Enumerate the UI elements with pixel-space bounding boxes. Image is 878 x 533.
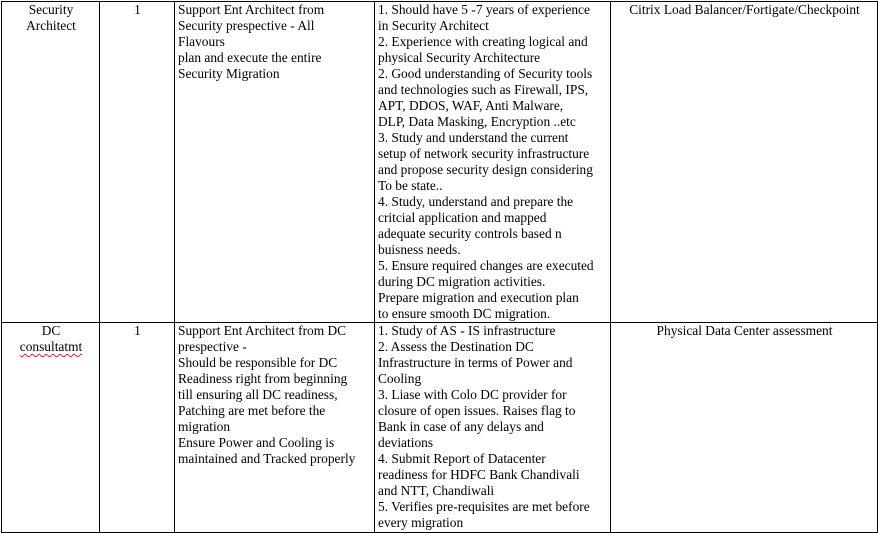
scope-line: Support Ent Architect from (178, 2, 325, 17)
scope-line: Patching are met before the (178, 403, 326, 418)
experience-line: 4. Study, understand and prepare the (378, 194, 574, 209)
table-row (2, 323, 878, 533)
experience-line: 3. Study and understand the current (378, 130, 569, 145)
experience-line: setup of network security infrastructure (378, 146, 590, 161)
experience-line: critcial application and mapped (378, 210, 547, 225)
experience-line: and propose security design considering (378, 162, 593, 177)
scope-cell (175, 323, 375, 533)
experience-line: Infrastructure in terms of Power and (378, 355, 573, 370)
role-text: DC (41, 323, 61, 338)
experience-line: Cooling (378, 371, 422, 386)
experience-line: and technologies such as Firewall, IPS, (378, 82, 589, 97)
role-text: Security (28, 2, 74, 17)
scope-line: Should be responsible for DC (178, 355, 338, 370)
experience-line: Prepare migration and execution plan (378, 290, 579, 305)
experience-line: during DC migration activities. (378, 274, 546, 289)
experience-line: APT, DDOS, WAF, Anti Malware, (378, 98, 564, 113)
experience-line: to ensure smooth DC migration. (378, 306, 551, 321)
experience-line: 5. Ensure required changes are executed (378, 258, 594, 273)
role-text: consultatmt (19, 339, 83, 354)
scope-line: plan and execute the entire (178, 50, 322, 65)
experience-line: closure of open issues. Raises flag to (378, 403, 576, 418)
experience-line: every migration (378, 515, 464, 530)
experience-line: Bank in case of any delays and (378, 419, 544, 434)
experience-line: 3. Liase with Colo DC provider for (378, 387, 567, 402)
experience-line: To be state.. (378, 178, 443, 193)
experience-line: readiness for HDFC Bank Chandivali (378, 467, 580, 482)
experience-line: DLP, Data Masking, Encryption ..etc (378, 114, 576, 129)
requirements-table (1, 1, 878, 533)
experience-cell (375, 323, 611, 533)
experience-line: and NTT, Chandiwali (378, 483, 495, 498)
tools-text: Citrix Load Balancer/Fortigate/Checkpoint (629, 2, 860, 17)
count-cell (100, 2, 175, 323)
tools-cell (611, 323, 878, 533)
experience-line: 1. Study of AS - IS infrastructure (378, 323, 556, 338)
count-cell (100, 323, 175, 533)
experience-line: buisness needs. (378, 242, 461, 257)
experience-line: 1. Should have 5 -7 years of experience (378, 2, 590, 17)
role-cell (2, 2, 100, 323)
tools-text: Physical Data Center assessment (656, 323, 833, 338)
experience-line: deviations (378, 435, 434, 450)
scope-line: migration (178, 419, 231, 434)
scope-line: Flavours (178, 34, 225, 49)
experience-line: in Security Architect (378, 18, 489, 33)
scope-line: Support Ent Architect from DC (178, 323, 347, 338)
role-cell (2, 323, 100, 533)
table-row (2, 2, 878, 323)
role-text: Architect (26, 18, 76, 33)
experience-line: 2. Assess the Destination DC (378, 339, 534, 354)
scope-line: prespective - (178, 339, 247, 354)
count-text: 1 (134, 2, 141, 17)
scope-line: Ensure Power and Cooling is (178, 435, 335, 450)
experience-line: 2. Good understanding of Security tools (378, 66, 593, 81)
experience-line: adequate security controls based n (378, 226, 562, 241)
experience-line: 5. Verifies pre-requisites are met before (378, 499, 590, 514)
scope-line: maintained and Tracked properly (178, 451, 356, 466)
tools-cell (611, 2, 878, 323)
scope-line: Security prespective - All (178, 18, 315, 33)
experience-line: 2. Experience with creating logical and (378, 34, 588, 49)
count-text: 1 (134, 323, 141, 338)
experience-cell (375, 2, 611, 323)
scope-line: Security Migration (178, 66, 280, 81)
scope-cell (175, 2, 375, 323)
scope-line: till ensuring all DC readiness, (178, 387, 338, 402)
experience-line: physical Security Architecture (378, 50, 541, 65)
scope-line: Readiness right from beginning (178, 371, 348, 386)
experience-line: 4. Submit Report of Datacenter (378, 451, 546, 466)
